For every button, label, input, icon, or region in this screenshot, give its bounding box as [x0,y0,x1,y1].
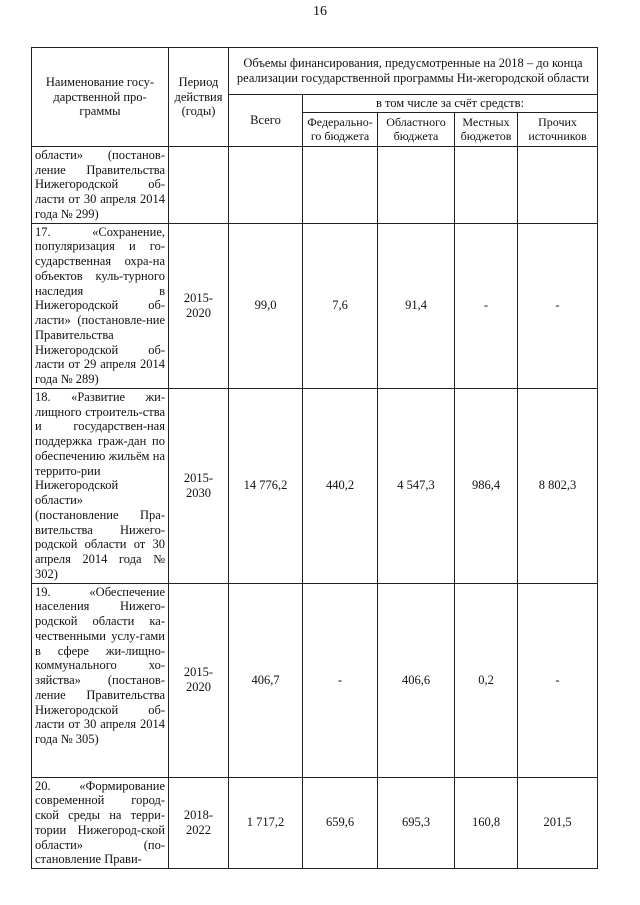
program-name: 19. «Обеспечение населения Нижего-родской области ка-чественными услу-гами в сфере жи-лищно-коммунального хо-зяйства» (постанов-ление Правительства Нижегородской об-ласти от 30 апреля 2014 года № 305) [32,583,169,777]
period: 2015-2020 [169,223,229,388]
local: - [455,223,518,388]
table-row [32,777,598,869]
header-other: Прочих источников [518,112,598,146]
other: - [518,583,598,777]
header-federal: Федерально-го бюджета [303,112,378,146]
header-regional: Областного бюджета [378,112,455,146]
local: 160,8 [455,777,518,869]
period [169,146,229,223]
table-row [32,388,598,583]
total [229,146,303,223]
federal: 7,6 [303,223,378,388]
table-row [32,223,598,388]
total: 99,0 [229,223,303,388]
other [518,146,598,223]
header-incl-sources: в том числе за счёт средств: [303,95,598,113]
regional: 4 547,3 [378,388,455,583]
regional: 91,4 [378,223,455,388]
regional: 695,3 [378,777,455,869]
header-local: Местных бюджетов [455,112,518,146]
other: 8 802,3 [518,388,598,583]
federal [303,146,378,223]
federal: 659,6 [303,777,378,869]
funding-table [31,47,598,869]
local: 986,4 [455,388,518,583]
table-row [32,146,598,223]
period: 2015-2020 [169,583,229,777]
total: 406,7 [229,583,303,777]
page-number: 16 [313,4,327,19]
federal: 440,2 [303,388,378,583]
federal: - [303,583,378,777]
program-name: 20. «Формирование современной город-ской среды на терри-тории Нижегород-ской области» (по-становление Прави- [32,777,169,869]
program-name: 17. «Сохранение, популяризация и го-сударственная охра-на объектов куль-турного наследия в Нижегородской об-ласти» (постановле-ние Правительства Нижегородской об-ласти от 29 апреля 2014 года № 289) [32,223,169,388]
other: 201,5 [518,777,598,869]
header-funding: Объемы финансирования, предусмотренные на 2018 – до конца реализации государственной программы Ни-жегородской области [229,48,598,95]
total: 1 717,2 [229,777,303,869]
regional: 406,6 [378,583,455,777]
header-total: Всего [229,95,303,147]
period: 2018-2022 [169,777,229,869]
header-period: Период действия (годы) [169,48,229,147]
other: - [518,223,598,388]
header-name: Наименование госу-дарственной про-граммы [32,48,169,147]
regional [378,146,455,223]
program-name: области» (постанов-ление Правительства Нижегородской об-ласти от 30 апреля 2014 года № 299) [32,146,169,223]
period: 2015-2030 [169,388,229,583]
local: 0,2 [455,583,518,777]
total: 14 776,2 [229,388,303,583]
program-name: 18. «Развитие жи-лищного строитель-ства и государствен-ная поддержка граж-дан по обеспечению жильём на террито-рии Нижегородской области» (постановление Пра-вительства Нижего-родской области от 30 апреля 2014 года № 302) [32,388,169,583]
local [455,146,518,223]
table-row [32,583,598,777]
